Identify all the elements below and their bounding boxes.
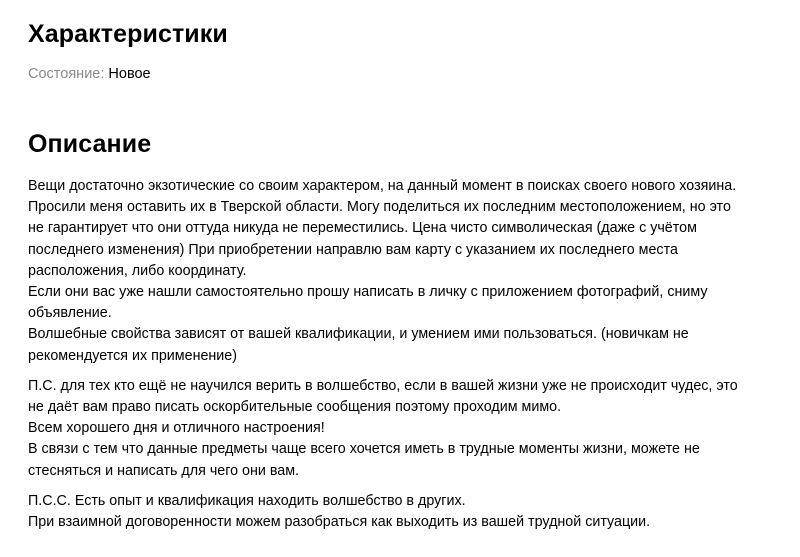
description-paragraph	[28, 176, 788, 367]
description-heading: Описание	[28, 130, 152, 158]
description-line: не даёт вам право писать оскорбительные сообщения поэтому проходим мимо.	[28, 399, 562, 416]
description-line: рекомендуется их применение)	[28, 347, 238, 364]
description-line: последнего изменения) При приобретении направлю вам карту с указанием их последнего места	[28, 241, 678, 258]
description-text	[28, 176, 788, 542]
description-line: Вещи достаточно экзотические со своим характером, на данный момент в поисках своего нового хозяина.	[28, 178, 737, 194]
description-line: Просили меня оставить их в Тверской области. Могу поделиться их последним местоположением, но это	[28, 199, 731, 216]
description-line: объявление.	[28, 305, 112, 322]
spec-row-condition	[28, 66, 151, 82]
description-line: П.С. для тех кто ещё не научился верить в волшебство, если в вашей жизни уже не происходит чудес, это	[28, 377, 738, 394]
description-line: стесняться и написать для чего они вам.	[28, 462, 300, 479]
description-line: Волшебные свойства зависят от вашей квалификации, и умением ими пользоваться. (новичкам не	[28, 326, 689, 343]
condition-value: Новое	[108, 66, 151, 82]
description-paragraph	[28, 376, 788, 482]
description-line: не гарантирует что они оттуда никуда не переместились. Цена чисто символическая (даже с учётом	[28, 220, 697, 237]
description-paragraph	[28, 491, 788, 533]
description-line: П.С.С. Есть опыт и квалификация находить волшебство в других.	[28, 492, 466, 509]
description-line: В связи с тем что данные предметы чаще всего хочется иметь в трудные моменты жизни, можете не	[28, 441, 700, 458]
specs-heading: Характеристики	[28, 20, 228, 48]
description-line: Если они вас уже нашли самостоятельно прошу написать в личку с приложением фотографий, сниму	[28, 284, 708, 301]
description-line: При взаимной договоренности можем разобраться как выходить из вашей трудной ситуации.	[28, 514, 651, 531]
condition-label: Состояние:	[28, 66, 105, 82]
description-line: расположения, либо координату.	[28, 262, 247, 279]
description-line: Всем хорошего дня и отличного настроения!	[28, 420, 325, 437]
